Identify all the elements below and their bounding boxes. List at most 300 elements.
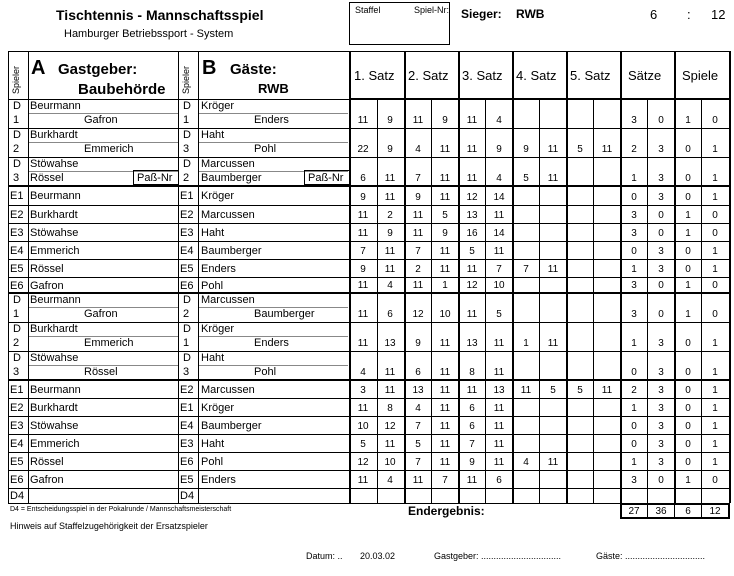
set-score-home[interactable]: 11 <box>357 228 369 239</box>
spiele-guest[interactable]: 1 <box>712 367 718 378</box>
set-score-home[interactable]: 7 <box>415 421 421 432</box>
set-score-home[interactable]: 13 <box>466 210 478 221</box>
spiele-guest[interactable]: 0 <box>712 475 718 486</box>
set-score-guest[interactable]: 11 <box>547 338 559 349</box>
saetze-home[interactable]: 0 <box>631 367 637 378</box>
guest-code: D4 <box>180 490 195 502</box>
home-player-1[interactable]: Stöwahse <box>30 352 79 364</box>
set-score-guest[interactable]: 11 <box>384 173 396 184</box>
saetze-home[interactable]: 2 <box>631 385 637 396</box>
guest-player[interactable]: Enders <box>201 263 236 275</box>
set-score-guest[interactable]: 8 <box>387 403 393 414</box>
set-score-home[interactable]: 11 <box>466 115 478 126</box>
set-score-guest[interactable]: 6 <box>387 309 393 320</box>
spiele-home[interactable]: 0 <box>685 173 691 184</box>
guest-code: E5 <box>180 263 194 275</box>
spiele-home[interactable]: 0 <box>685 144 691 155</box>
guest-player-1[interactable]: Marcussen <box>201 158 255 170</box>
spiele-home[interactable]: 0 <box>685 246 691 257</box>
set-score-guest[interactable]: 11 <box>384 192 396 203</box>
spiele-home[interactable]: 1 <box>685 475 691 486</box>
saetze-guest[interactable]: 3 <box>658 439 664 450</box>
score-head-line <box>349 98 731 100</box>
guest-player[interactable]: Kröger <box>201 190 235 202</box>
set-score-guest[interactable]: 1 <box>442 280 448 291</box>
set-score-home[interactable]: 4 <box>523 457 529 468</box>
guest-code: D <box>183 158 191 170</box>
set-score-home[interactable]: 11 <box>466 173 478 184</box>
total-value: 6 <box>685 506 691 517</box>
set-score-guest[interactable]: 11 <box>439 192 451 203</box>
spiele-home[interactable]: 0 <box>685 457 691 468</box>
guest-player[interactable]: Baumberger <box>201 245 262 257</box>
score-sub-line <box>647 99 648 503</box>
set-score-guest[interactable]: 4 <box>387 280 393 291</box>
set-score-guest[interactable]: 4 <box>496 173 502 184</box>
saetze-guest[interactable]: 0 <box>658 309 664 320</box>
home-code: 2 <box>13 143 20 155</box>
spiele-guest[interactable]: 1 <box>712 385 718 396</box>
home-code: E5 <box>10 456 24 468</box>
saetze-home[interactable]: 3 <box>631 115 637 126</box>
set-score-guest[interactable]: 11 <box>439 338 451 349</box>
guest-player[interactable]: Kröger <box>201 402 235 414</box>
guest-code: D <box>183 352 191 364</box>
set-score-guest[interactable]: 5 <box>442 210 448 221</box>
spiele-home[interactable]: 1 <box>685 228 691 239</box>
score-separator: : <box>687 7 691 22</box>
set-score-guest[interactable]: 7 <box>496 264 502 275</box>
home-player[interactable]: Rössel <box>30 263 64 275</box>
saetze-guest[interactable]: 3 <box>658 192 664 203</box>
set-header-2: 2. Satz <box>408 68 449 83</box>
col-line <box>28 51 29 503</box>
guest-player[interactable]: Marcussen <box>201 209 255 221</box>
spiele-guest[interactable]: 1 <box>712 144 718 155</box>
saetze-home[interactable]: 3 <box>631 210 637 221</box>
set-score-home[interactable]: 5 <box>577 144 583 155</box>
set-score-home[interactable]: 5 <box>523 173 529 184</box>
home-code: 3 <box>13 366 20 378</box>
set-score-home[interactable]: 11 <box>357 309 369 320</box>
guest-code: 3 <box>183 366 190 378</box>
set-score-guest[interactable]: 11 <box>493 403 505 414</box>
set-score-home[interactable]: 9 <box>523 144 529 155</box>
set-score-guest[interactable]: 11 <box>547 144 559 155</box>
set-score-home[interactable]: 12 <box>466 192 478 203</box>
home-player[interactable]: Stöwahse <box>30 420 79 432</box>
set-score-guest[interactable]: 14 <box>493 192 505 203</box>
saetze-guest[interactable]: 0 <box>658 280 664 291</box>
set-score-home[interactable]: 4 <box>415 144 421 155</box>
set-score-guest[interactable]: 9 <box>496 144 502 155</box>
set-score-guest[interactable]: 5 <box>496 309 502 320</box>
home-code: 1 <box>13 308 20 320</box>
spiele-home[interactable]: 0 <box>685 403 691 414</box>
guest-code: 3 <box>183 143 190 155</box>
set-score-guest[interactable]: 14 <box>493 228 505 239</box>
spiele-guest[interactable]: 0 <box>712 280 718 291</box>
set-score-home[interactable]: 7 <box>415 246 421 257</box>
page-subtitle: Hamburger Betriebssport - System <box>64 28 234 40</box>
score-sub-line <box>539 99 540 503</box>
col-line <box>178 51 179 503</box>
saetze-home[interactable]: 1 <box>631 173 637 184</box>
home-player[interactable]: Beurmann <box>30 190 81 202</box>
guest-player-2[interactable]: Pohl <box>254 143 277 155</box>
set-score-home[interactable]: 9 <box>415 338 421 349</box>
spiele-home[interactable]: 1 <box>685 115 691 126</box>
col-line <box>8 51 9 503</box>
saetze-home[interactable]: 3 <box>631 309 637 320</box>
gastgeber-signature[interactable]: Gastgeber: ................................ <box>434 551 562 561</box>
home-player-1[interactable]: Stöwahse <box>30 158 79 170</box>
spiele-guest[interactable]: 1 <box>712 264 718 275</box>
home-player[interactable]: Stöwahse <box>30 227 79 239</box>
guest-player[interactable]: Marcussen <box>201 384 255 396</box>
set-score-home[interactable]: 11 <box>466 385 478 396</box>
set-score-guest[interactable]: 11 <box>439 403 451 414</box>
saetze-home[interactable]: 0 <box>631 192 637 203</box>
set-score-guest[interactable]: 5 <box>550 385 556 396</box>
home-code: E2 <box>10 402 24 414</box>
saetze-guest[interactable]: 0 <box>658 115 664 126</box>
saetze-home[interactable]: 1 <box>631 264 637 275</box>
spiele-home[interactable]: 0 <box>685 192 691 203</box>
set-score-home[interactable]: 5 <box>360 439 366 450</box>
score-col-line <box>512 51 514 503</box>
set-score-guest[interactable]: 11 <box>439 173 451 184</box>
score-sub-line <box>593 99 594 503</box>
set-score-guest[interactable]: 11 <box>384 439 396 450</box>
passnr-label: Paß-Nr <box>137 172 173 184</box>
spieler-header: Spieler <box>11 65 21 94</box>
set-score-guest[interactable]: 11 <box>384 264 396 275</box>
set-score-guest[interactable]: 13 <box>384 338 396 349</box>
set-score-guest[interactable]: 11 <box>439 457 451 468</box>
saetze-guest[interactable]: 3 <box>658 144 664 155</box>
spiele-guest[interactable]: 0 <box>712 309 718 320</box>
set-score-home[interactable]: 11 <box>412 228 424 239</box>
set-score-guest[interactable]: 11 <box>601 385 613 396</box>
set-score-guest[interactable]: 13 <box>493 385 505 396</box>
guest-code: E2 <box>180 384 194 396</box>
home-player-1[interactable]: Beurmann <box>30 100 81 112</box>
home-player-2[interactable]: Rössel <box>84 366 118 378</box>
hinweis-text: Hinweis auf Staffelzugehörigkeit der Ersatzspieler <box>10 521 208 531</box>
set-score-home[interactable]: 11 <box>466 264 478 275</box>
home-player-1[interactable]: Burkhardt <box>30 323 78 335</box>
saetze-guest[interactable]: 3 <box>658 173 664 184</box>
guest-player-2[interactable]: Enders <box>254 337 289 349</box>
guest-player-1[interactable]: Haht <box>201 352 225 364</box>
spiele-home[interactable]: 0 <box>685 421 691 432</box>
guest-player-1[interactable]: Kröger <box>201 100 235 112</box>
set-score-home[interactable]: 11 <box>412 210 424 221</box>
set-score-home[interactable]: 11 <box>357 475 369 486</box>
guest-player[interactable]: Baumberger <box>201 420 262 432</box>
set-score-home[interactable]: 1 <box>523 338 529 349</box>
saetze-guest[interactable]: 3 <box>658 338 664 349</box>
home-player[interactable]: Emmerich <box>30 245 80 257</box>
spiele-guest[interactable]: 1 <box>712 439 718 450</box>
set-score-home[interactable]: 4 <box>415 403 421 414</box>
guest-player-1[interactable]: Marcussen <box>201 294 255 306</box>
set-score-guest[interactable]: 4 <box>387 475 393 486</box>
score-sub-line <box>701 99 702 503</box>
guest-code: E2 <box>180 209 194 221</box>
set-score-guest[interactable]: 11 <box>439 246 451 257</box>
datum-value: 20.03.02 <box>360 551 396 561</box>
sieger-value: RWB <box>516 7 545 21</box>
set-score-home[interactable]: 4 <box>360 367 366 378</box>
saetze-guest[interactable]: 3 <box>658 421 664 432</box>
set-score-home[interactable]: 6 <box>469 403 475 414</box>
set-score-home[interactable]: 7 <box>523 264 529 275</box>
saetze-home[interactable]: 3 <box>631 280 637 291</box>
guest-code: 1 <box>183 114 190 126</box>
spiele-home[interactable]: 0 <box>685 439 691 450</box>
set-score-home[interactable]: 5 <box>577 385 583 396</box>
set-score-home[interactable]: 11 <box>357 403 369 414</box>
guest-code: E6 <box>180 280 194 292</box>
saetze-home[interactable]: 1 <box>631 457 637 468</box>
set-score-home[interactable]: 16 <box>466 228 478 239</box>
guest-player-2[interactable]: Baumberger <box>201 172 262 184</box>
home-player[interactable]: Burkhardt <box>30 209 78 221</box>
set-score-guest[interactable]: 11 <box>547 457 559 468</box>
spiele-guest[interactable]: 0 <box>712 210 718 221</box>
spiele-home[interactable]: 0 <box>685 385 691 396</box>
set-score-guest[interactable]: 11 <box>439 421 451 432</box>
set-score-home[interactable]: 11 <box>357 210 369 221</box>
set-score-home[interactable]: 22 <box>357 144 369 155</box>
set-score-guest[interactable]: 11 <box>439 385 451 396</box>
set-score-guest[interactable]: 6 <box>496 475 502 486</box>
home-player-2[interactable]: Gafron <box>84 114 118 126</box>
guest-code: 1 <box>183 337 190 349</box>
set-score-guest[interactable]: 10 <box>384 457 396 468</box>
home-player[interactable]: Beurmann <box>30 384 81 396</box>
team-a-letter: A <box>31 57 46 79</box>
set-score-home[interactable]: 5 <box>469 246 475 257</box>
set-score-home[interactable]: 7 <box>360 246 366 257</box>
set-score-guest[interactable]: 9 <box>387 144 393 155</box>
spiele-guest[interactable]: 1 <box>712 192 718 203</box>
saetze-home[interactable]: 3 <box>631 228 637 239</box>
set-score-home[interactable]: 6 <box>360 173 366 184</box>
spiele-header: Spiele <box>682 68 719 83</box>
set-score-home[interactable]: 6 <box>415 367 421 378</box>
guest-player[interactable]: Pohl <box>201 456 224 468</box>
guest-code: E4 <box>180 245 194 257</box>
score-col-line <box>566 51 568 503</box>
spiele-home[interactable]: 1 <box>685 309 691 320</box>
spiele-guest[interactable]: 1 <box>712 457 718 468</box>
saetze-home[interactable]: 0 <box>631 439 637 450</box>
set-score-guest[interactable]: 11 <box>439 439 451 450</box>
set-score-guest[interactable]: 11 <box>547 173 559 184</box>
guest-player[interactable]: Haht <box>201 227 225 239</box>
home-code: D <box>13 158 21 170</box>
saetze-home[interactable]: 2 <box>631 144 637 155</box>
home-player-1[interactable]: Beurmann <box>30 294 81 306</box>
set-score-guest[interactable]: 11 <box>439 264 451 275</box>
guest-code: E5 <box>180 474 194 486</box>
saetze-guest[interactable]: 3 <box>658 246 664 257</box>
guest-player[interactable]: Pohl <box>201 280 224 292</box>
spiele-guest[interactable]: 1 <box>712 403 718 414</box>
set-score-guest[interactable]: 12 <box>384 421 396 432</box>
set-score-home[interactable]: 11 <box>412 115 424 126</box>
saetze-home[interactable]: 1 <box>631 403 637 414</box>
set-score-home[interactable]: 13 <box>412 385 424 396</box>
saetze-guest[interactable]: 3 <box>658 457 664 468</box>
home-player-2[interactable]: Emmerich <box>84 143 134 155</box>
home-player[interactable]: Emmerich <box>30 438 80 450</box>
guest-player-1[interactable]: Kröger <box>201 323 235 335</box>
set-score-guest[interactable]: 2 <box>387 210 393 221</box>
set-score-guest[interactable]: 10 <box>493 280 505 291</box>
saetze-guest[interactable]: 0 <box>658 475 664 486</box>
set-score-home[interactable]: 3 <box>360 385 366 396</box>
saetze-guest[interactable]: 3 <box>658 264 664 275</box>
set-score-guest[interactable]: 11 <box>547 264 559 275</box>
spieler-header: Spieler <box>181 65 191 94</box>
set-header-1: 1. Satz <box>354 68 395 83</box>
set-score-home[interactable]: 5 <box>415 439 421 450</box>
set-score-guest[interactable]: 11 <box>384 385 396 396</box>
spiele-home[interactable]: 1 <box>685 280 691 291</box>
set-score-guest[interactable]: 7 <box>442 475 448 486</box>
set-score-guest[interactable]: 4 <box>496 115 502 126</box>
set-score-home[interactable]: 12 <box>466 280 478 291</box>
set-score-home[interactable]: 12 <box>357 457 369 468</box>
set-score-guest[interactable]: 11 <box>493 421 505 432</box>
set-score-guest[interactable]: 9 <box>442 228 448 239</box>
set-score-guest[interactable]: 11 <box>439 367 451 378</box>
set-score-guest[interactable]: 11 <box>493 338 505 349</box>
spiele-home[interactable]: 0 <box>685 264 691 275</box>
set-score-guest[interactable]: 11 <box>384 246 396 257</box>
set-score-home[interactable]: 10 <box>357 421 369 432</box>
set-score-home[interactable]: 7 <box>415 173 421 184</box>
set-score-home[interactable]: 11 <box>412 280 424 291</box>
spiele-guest[interactable]: 1 <box>712 421 718 432</box>
saetze-home[interactable]: 3 <box>631 475 637 486</box>
set-score-home[interactable]: 11 <box>357 115 369 126</box>
team-a-label: Gastgeber: <box>58 61 138 78</box>
set-score-home[interactable]: 7 <box>469 439 475 450</box>
set-score-guest[interactable]: 11 <box>493 367 505 378</box>
home-code: E1 <box>10 384 24 396</box>
staffel-label: Staffel <box>355 5 381 15</box>
guest-player-2[interactable]: Pohl <box>254 366 277 378</box>
saetze-guest[interactable]: 3 <box>658 367 664 378</box>
home-code: 2 <box>13 337 20 349</box>
home-code: D <box>13 294 21 306</box>
score-col-line <box>729 51 731 503</box>
set-score-home[interactable]: 11 <box>520 385 532 396</box>
saetze-guest[interactable]: 3 <box>658 403 664 414</box>
set-score-home[interactable]: 11 <box>466 144 478 155</box>
home-player[interactable]: Gafron <box>30 474 64 486</box>
saetze-guest[interactable]: 3 <box>658 385 664 396</box>
set-score-home[interactable]: 11 <box>357 338 369 349</box>
set-score-guest[interactable]: 11 <box>439 144 451 155</box>
set-score-home[interactable]: 11 <box>466 309 478 320</box>
set-score-guest[interactable]: 11 <box>601 144 613 155</box>
home-player[interactable]: Rössel <box>30 456 64 468</box>
home-player[interactable]: Burkhardt <box>30 402 78 414</box>
set-score-home[interactable]: 9 <box>360 264 366 275</box>
set-score-home[interactable]: 11 <box>466 475 478 486</box>
set-score-home[interactable]: 9 <box>360 192 366 203</box>
spiele-home[interactable]: 1 <box>685 210 691 221</box>
set-score-home[interactable]: 7 <box>415 457 421 468</box>
team-b-label: Gäste: <box>230 61 277 78</box>
spiele-guest[interactable]: 1 <box>712 246 718 257</box>
set-score-guest[interactable]: 9 <box>442 115 448 126</box>
saetze-home[interactable]: 1 <box>631 338 637 349</box>
spiele-guest[interactable]: 1 <box>712 338 718 349</box>
spiele-guest[interactable]: 1 <box>712 173 718 184</box>
set-score-guest[interactable]: 11 <box>493 439 505 450</box>
set-score-home[interactable]: 6 <box>469 421 475 432</box>
set-score-guest[interactable]: 11 <box>493 210 505 221</box>
set-score-home[interactable]: 9 <box>469 457 475 468</box>
set-header-4: 4. Satz <box>516 68 557 83</box>
spiele-home[interactable]: 0 <box>685 367 691 378</box>
home-code: D4 <box>10 490 25 502</box>
guest-player-1[interactable]: Haht <box>201 129 225 141</box>
set-score-home[interactable]: 2 <box>415 264 421 275</box>
set-score-home[interactable]: 11 <box>412 475 424 486</box>
guest-player[interactable]: Haht <box>201 438 225 450</box>
guest-player[interactable]: Enders <box>201 474 236 486</box>
spiele-guest[interactable]: 0 <box>712 115 718 126</box>
home-player-2[interactable]: Emmerich <box>84 337 134 349</box>
set-score-guest[interactable]: 11 <box>493 457 505 468</box>
set-score-guest[interactable]: 11 <box>493 246 505 257</box>
saetze-home[interactable]: 0 <box>631 246 637 257</box>
set-score-home[interactable]: 12 <box>412 309 424 320</box>
spiele-home[interactable]: 0 <box>685 338 691 349</box>
home-player-1[interactable]: Burkhardt <box>30 129 78 141</box>
home-player-2[interactable]: Gafron <box>84 308 118 320</box>
set-score-guest[interactable]: 11 <box>384 367 396 378</box>
set-score-home[interactable]: 13 <box>466 338 478 349</box>
spiele-guest[interactable]: 0 <box>712 228 718 239</box>
guest-player-2[interactable]: Baumberger <box>254 308 315 320</box>
saetze-guest[interactable]: 0 <box>658 228 664 239</box>
datum-label: Datum: .. <box>306 551 343 561</box>
saetze-home[interactable]: 0 <box>631 421 637 432</box>
score-guest: 12 <box>711 7 726 22</box>
set-score-home[interactable]: 11 <box>357 280 369 291</box>
set-score-guest[interactable]: 9 <box>387 115 393 126</box>
set-score-guest[interactable]: 9 <box>387 228 393 239</box>
guest-player-2[interactable]: Enders <box>254 114 289 126</box>
home-code: D <box>13 352 21 364</box>
gaeste-signature[interactable]: Gäste: ................................ <box>596 551 706 561</box>
home-player[interactable]: Gafron <box>30 280 64 292</box>
set-score-home[interactable]: 9 <box>415 192 421 203</box>
saetze-guest[interactable]: 0 <box>658 210 664 221</box>
set-score-home[interactable]: 8 <box>469 367 475 378</box>
set-score-guest[interactable]: 10 <box>439 309 451 320</box>
home-player-2[interactable]: Rössel <box>30 172 64 184</box>
